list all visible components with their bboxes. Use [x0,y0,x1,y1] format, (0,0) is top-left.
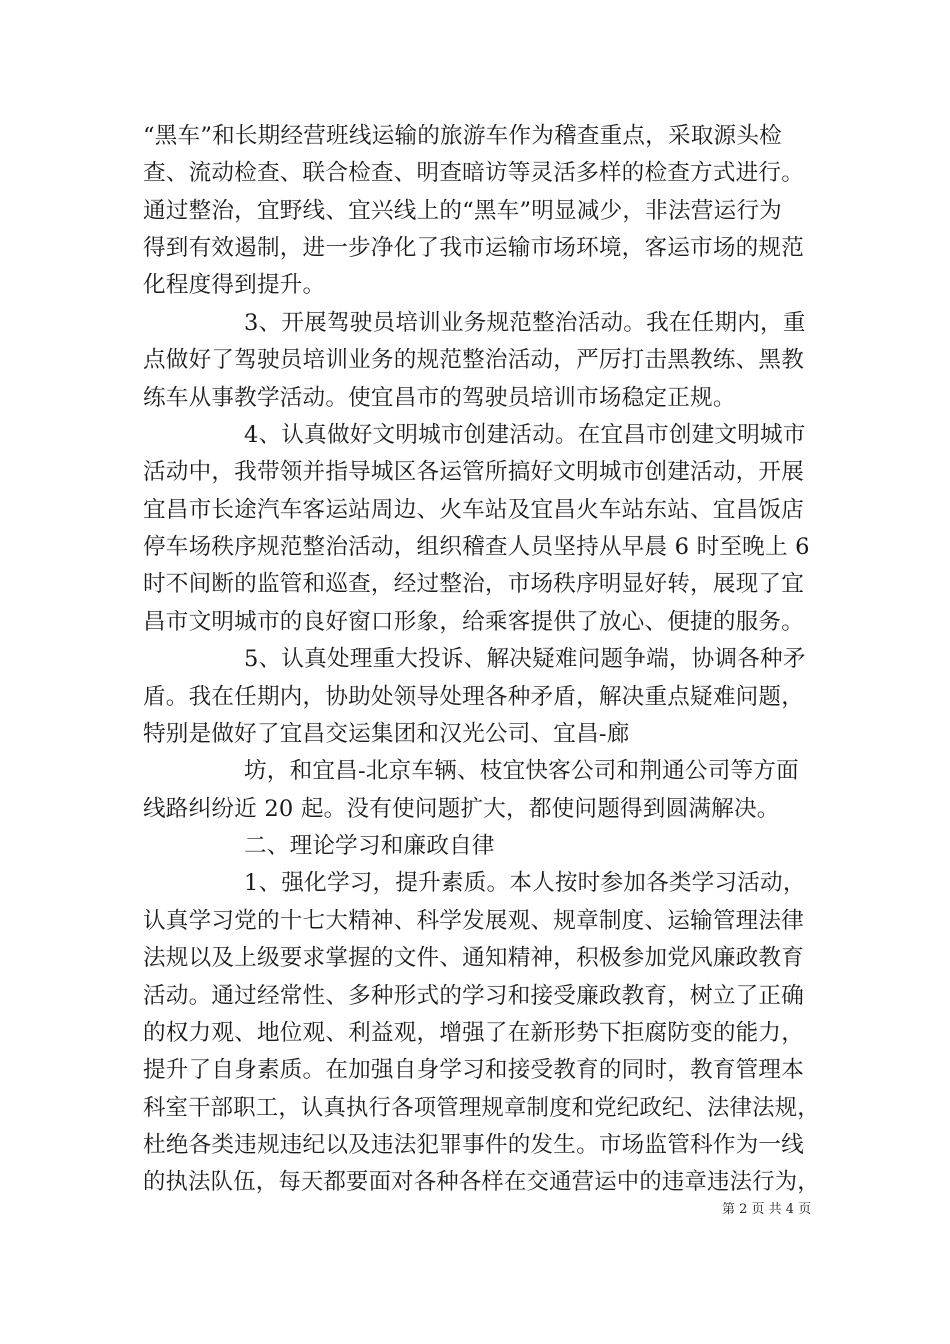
text-line: 杜绝各类违规违纪以及违法犯罪事件的发生。市场监管科作为一线 [143,1132,805,1158]
text-line: 坊，和宜昌-北京车辆、枝宜快客公司和荆通公司等方面 [244,758,799,784]
text-line: 活动中，我带领并指导城区各运管所搞好文明城市创建活动，开展 [143,459,805,485]
text-line: 化程度得到提升。 [143,272,326,298]
text-line: 点做好了驾驶员培训业务的规范整治活动，严厉打击黑教练、黑教 [143,347,805,373]
text-line: 通过整治，宜野线、宜兴线上的“黑车”明显减少，非法营运行为 [143,198,782,224]
text-line: 线路纠纷近 20 起。没有使问题扩大，都使问题得到圆满解决。 [143,796,780,822]
text-line: 得到有效遏制，进一步净化了我市运输市场环境，客运市场的规范 [143,235,805,261]
text-line: 认真学习党的十七大精神、科学发展观、规章制度、运输管理法律 [143,908,805,934]
text-line: 科室干部职工，认真执行各项管理规章制度和党纪政纪、法律法规， [143,1095,820,1121]
text-line: 3、开展驾驶员培训业务规范整治活动。我在任期内，重 [244,310,806,336]
text-line: “黑车”和长期经营班线运输的旅游车作为稽查重点，采取源头检 [143,123,782,149]
text-line: 活动。通过经常性、多种形式的学习和接受廉政教育，树立了正确 [143,983,805,1009]
text-line: 宜昌市长途汽车客运站周边、火车站及宜昌火车站东站、宜昌饭店 [143,497,805,523]
text-line: 1、强化学习，提升素质。本人按时参加各类学习活动， [244,870,806,896]
text-line: 4、认真做好文明城市创建活动。在宜昌市创建文明城市 [244,422,806,448]
page-number: 第 2 页 共 4 页 [722,1202,812,1217]
text-line: 停车场秩序规范整治活动，组织稽查人员坚持从早晨 6 时至晚上 6 [143,534,810,560]
text-line: 提升了自身素质。在加强自身学习和接受教育的同时，教育管理本 [143,1057,805,1083]
text-line: 特别是做好了宜昌交运集团和汉光公司、宜昌-廊 [143,721,630,747]
text-line: 练车从事教学活动。使宜昌市的驾驶员培训市场稳定正规。 [143,385,736,411]
text-line: 法规以及上级要求掌握的文件、通知精神，积极参加党风廉政教育 [143,945,805,971]
text-line: 的执法队伍，每天都要面对各种各样在交通营运中的违章违法行为， [143,1169,820,1195]
section-heading: 二、理论学习和廉政自律 [244,833,495,859]
text-line: 盾。我在任期内，协助处领导处理各种矛盾，解决重点疑难问题， [143,684,805,710]
text-line: 5、认真处理重大投诉、解决疑难问题争端，协调各种矛 [244,646,806,672]
text-line: 昌市文明城市的良好窗口形象，给乘客提供了放心、便捷的服务。 [143,609,805,635]
text-line: 时不间断的监管和巡查，经过整治，市场秩序明显好转，展现了宜 [143,571,805,597]
text-line: 查、流动检查、联合检查、明查暗访等灵活多样的检查方式进行。 [143,160,805,186]
text-line: 的权力观、地位观、利益观，增强了在新形势下拒腐防变的能力， [143,1020,805,1046]
